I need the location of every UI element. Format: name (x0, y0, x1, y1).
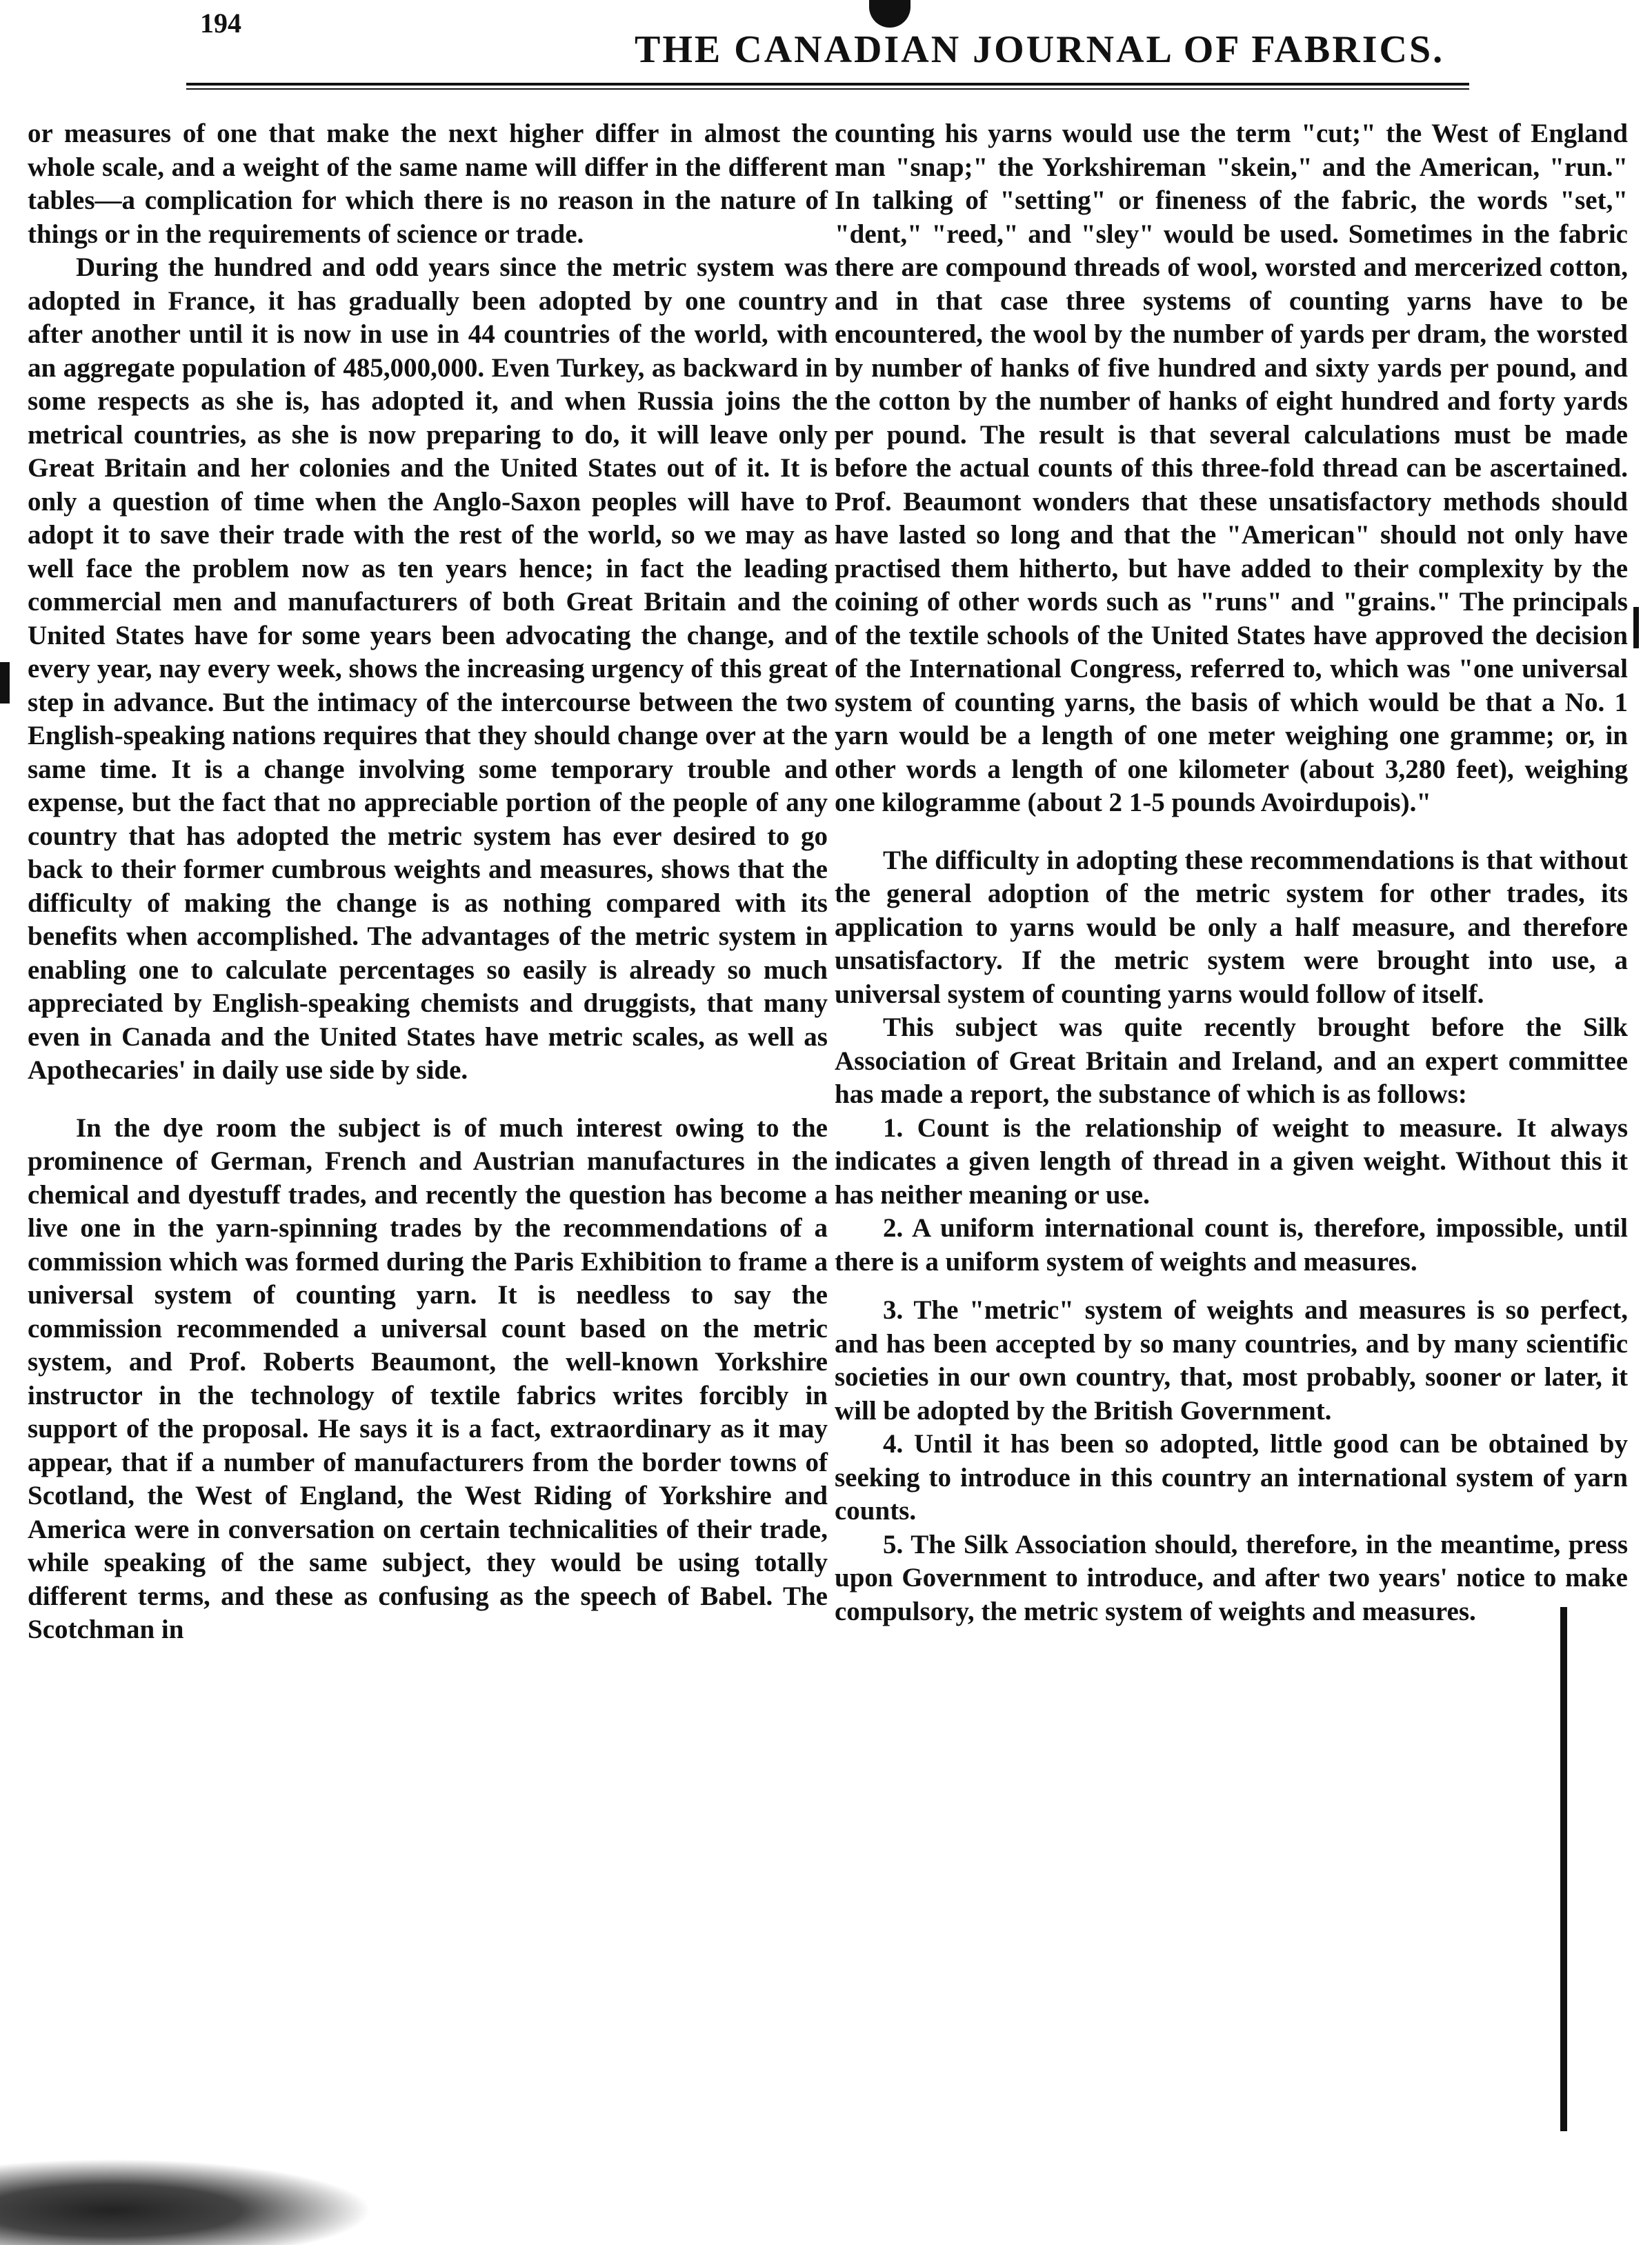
right-paragraph-1: counting his yarns would use the term "cut;" the West of England man "snap;" the Yorkshireman "skein," and the American, "run." In talking of "setting" or fineness of the fabric, the words "set," "dent," "reed," and "sley" would be used. Sometimes in the fabric there are compound threads of wool, worsted and mercerized cotton, and in that case three systems of counting yarns have to be encountered, the wool by the number of yards per dram, the worsted by number of hanks of five hundred and sixty yards per pound, and the cotton by the number of hanks of eight hundred and forty yards per pound. The result is that several calculations must be made before the actual counts of this three-fold thread can be ascertained. Prof. Beaumont wonders that these unsatisfactory methods should have lasted so long and that the "American" should not only have practised them hitherto, but have added to their complexity by the coining of other words such as "runs" and "grains." The principals of the textile schools of the United States have approved the decision of the International Congress, referred to, which was "one universal system of counting yarns, the basis of which would be that a No. 1 yarn would be a length of one meter weighing one gramme; or, in other words a length of one kilometer (about 3,280 feet), weighing one kilogramme (about 2 1-5 pounds Avoirdupois)." (835, 119, 1628, 817)
report-item-5: 5. The Silk Association should, therefore, in the meantime, press upon Government to introduce, and after two years' notice to make compulsory, the metric system of weights and measures. (835, 1529, 1628, 1626)
report-item-3: 3. The "metric" system of weights and measures is so perfect, and has been accepted by so many countries, and by many scientific societies in our own country, that, most probably, sooner or later, it will be adopted by the British Government. (835, 1295, 1628, 1426)
page-number: 194 (200, 8, 241, 39)
report-item-2: 2. A uniform international count is, therefore, impossible, until there is a uniform system of weights and measures. (835, 1213, 1628, 1277)
left-paragraph-3: In the dye room the subject is of much interest owing to the prominence of German, French and Austrian manufactures in the chemical and dyestuff trades, and recently the question has become a live one in the yarn-spinning trades by the recommendations of a commission which was formed during the Paris Exhibition to frame a universal system of counting yarn. It is needless to say the commission recommended a universal count based on the metric system, and Prof. Roberts Beaumont, the well-known Yorkshire instructor in the technology of textile fabrics writes forcibly in support of the proposal. He says it is a fact, extraordinary as it may appear, that if a number of manufacturers from the border towns of Scotland, the West of England, the West Riding of Yorkshire and America were in conversation on certain technicalities of their trade, while speaking of the same subject, they would be using totally different terms, and these as confusing as the speech of Babel. The Scotchman in (28, 1112, 828, 1644)
journal-title: THE CANADIAN JOURNAL OF FABRICS. (635, 28, 1445, 71)
right-column (835, 117, 1628, 1628)
edge-mark-right (1633, 607, 1639, 648)
report-item-4: 4. Until it has been so adopted, little good can be obtained by seeking to introduce in this country an international system of yarn counts. (835, 1429, 1628, 1526)
right-paragraph-3: This subject was quite recently brought before the Silk Association of Great Britain and Ireland, and an expert committee has made a report, the substance of which is as follows: (835, 1012, 1628, 1109)
left-column (28, 117, 828, 1647)
edge-mark-left (0, 662, 10, 704)
left-paragraph-2: During the hundred and odd years since the metric system was adopted in France, it has gradually been adopted by one country after another until it is now in use in 44 countries of the world, with an aggregate population of 485,000,000. Even Turkey, as backward in some respects as she is, has adopted it, and when Russia joins the metrical countries, as she is now preparing to do, it will leave only Great Britain and her colonies and the United States out of it. It is only a question of time when the Anglo-Saxon peoples will have to adopt it to save their trade with the rest of the world, so we may as well face the problem now as ten years hence; in fact the leading commercial men and manufacturers of both Great Britain and the United States have for some years been advocating the change, and every year, nay every week, shows the increasing urgency of this great step in advance. But the intimacy of the intercourse between the two English-speaking nations requires that they should change over at the same time. It is a change involving some temporary trouble and expense, but the fact that no appreciable portion of the people of any country that has adopted the metric system has ever desired to go back to their former cumbrous weights and measures, shows that the difficulty of making the change is as nothing compared with its benefits when accomplished. The advantages of the metric system in enabling one to calculate percentages so easily is already so much appreciated by English-speaking chemists and druggists, that many even in Canada and the United States have metric scales, as well as Apothecaries' in daily use side by side. (28, 252, 828, 1085)
scan-smudge (0, 2159, 372, 2245)
right-paragraph-2: The difficulty in adopting these recommendations is that without the general adoption of the metric system for other trades, its application to yarns would be only a half measure, and therefore unsatisfactory. If the metric system were brought into use, a universal system of counting yarns would follow of itself. (835, 845, 1628, 1009)
page-header (186, 7, 1462, 110)
margin-bar-mark (1560, 1607, 1567, 2131)
report-item-1: 1. Count is the relationship of weight to measure. It always indicates a given length of thread in a given weight. Without this it has neither meaning or use. (835, 1112, 1628, 1210)
header-rule (186, 83, 1469, 90)
left-paragraph-1: or measures of one that make the next higher differ in almost the whole scale, and a weight of the same name will differ in the different tables—a complication for which there is no reason in the nature of things or in the requirements of science or trade. (28, 119, 828, 249)
